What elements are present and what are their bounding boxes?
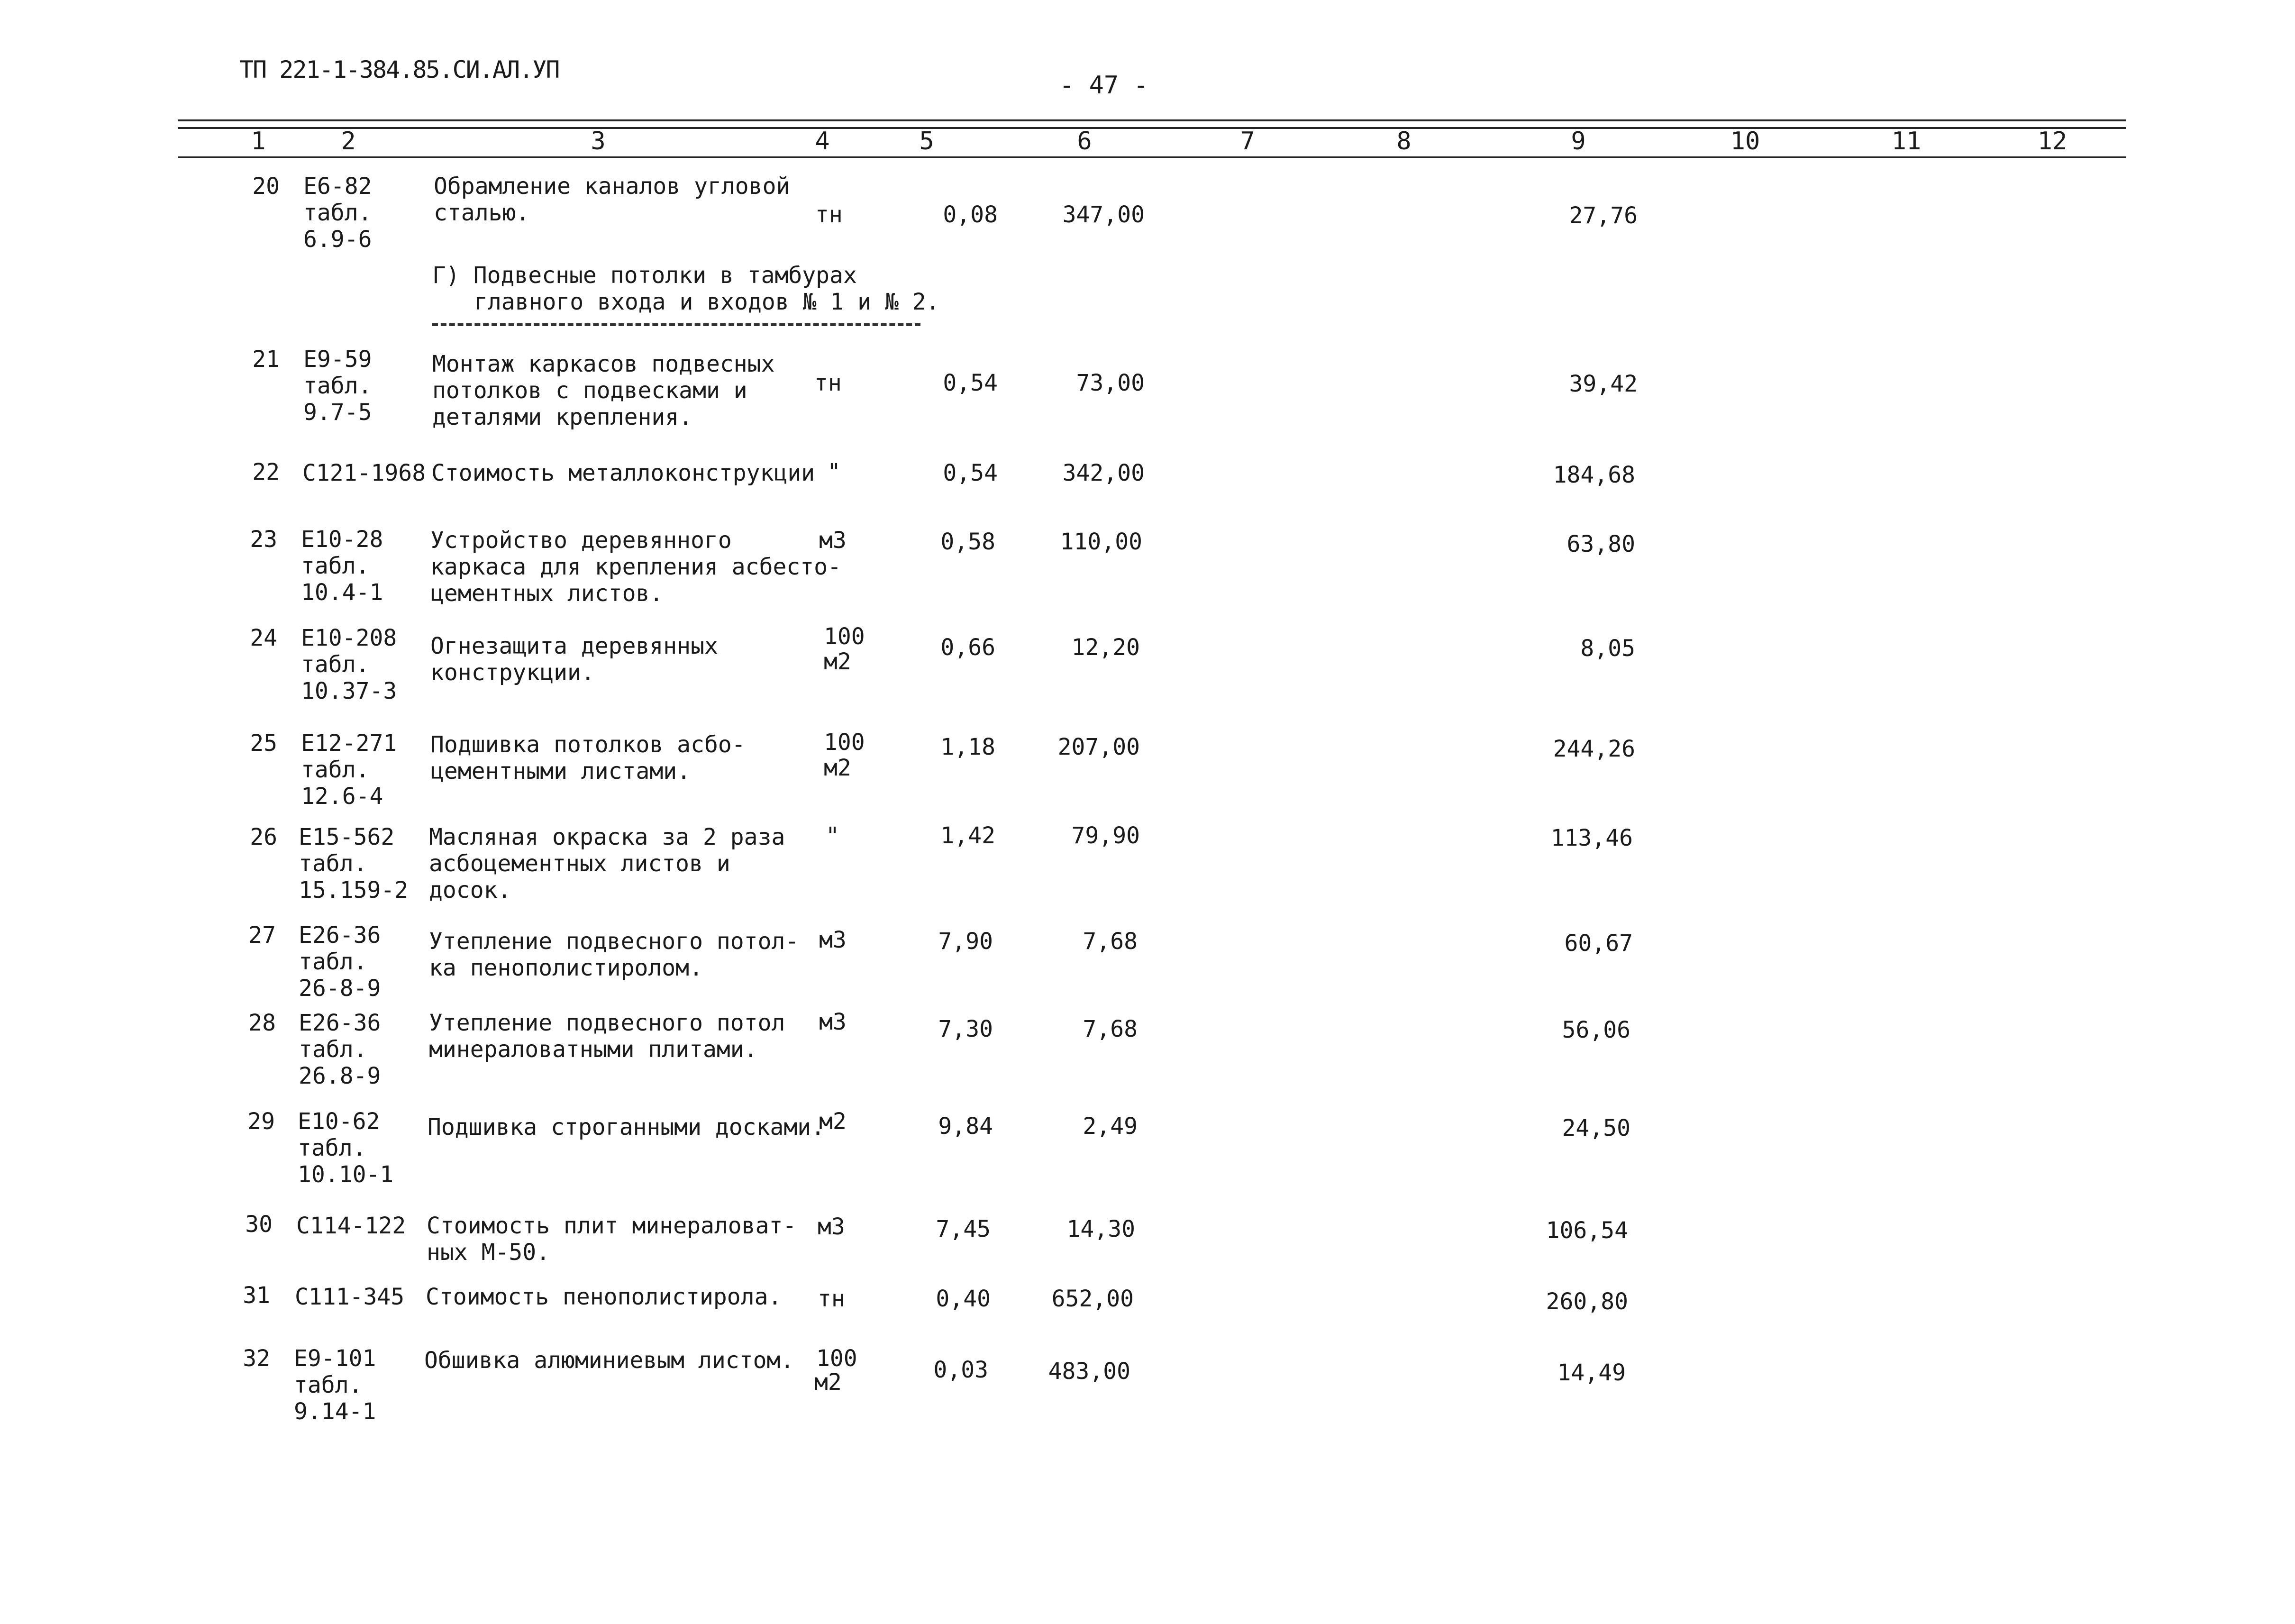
row-30-desc-1: Стоимость плит минераловат- xyxy=(427,1213,797,1239)
table-top-rule xyxy=(178,119,2126,121)
row-31-code-1: С111-345 xyxy=(295,1284,405,1310)
row-28-desc-1: Утепление подвесного потол xyxy=(429,1010,785,1036)
section-heading-2: главного входа и входов № 1 и № 2. xyxy=(474,289,940,315)
column-header-8: 8 xyxy=(1396,127,1412,155)
row-29-code-3: 10.10-1 xyxy=(298,1161,394,1188)
row-20-desc-2: сталью. xyxy=(434,200,530,226)
row-26-unit: " xyxy=(826,822,839,849)
row-25-total: 244,26 xyxy=(1553,736,1635,762)
row-29-quantity: 9,84 xyxy=(938,1113,993,1140)
row-26-number: 26 xyxy=(250,824,277,850)
column-header-11: 11 xyxy=(1891,127,1922,155)
row-27-desc-1: Утепление подвесного потол- xyxy=(429,928,799,955)
row-25-quantity: 1,18 xyxy=(940,734,995,760)
row-26-price: 79,90 xyxy=(1071,822,1140,849)
row-22-unit: " xyxy=(827,459,841,485)
row-24-code-2: табл. xyxy=(301,651,370,678)
row-22-total: 184,68 xyxy=(1553,462,1635,488)
row-20-code-3: 6.9-6 xyxy=(303,226,372,253)
row-25-unit-2: м2 xyxy=(824,755,851,781)
row-32-unit-2: м2 xyxy=(814,1369,842,1396)
row-20-desc-1: Обрамление каналов угловой xyxy=(434,173,790,200)
column-header-7: 7 xyxy=(1240,127,1255,155)
row-23-desc-3: цементных листов. xyxy=(430,580,664,607)
row-23-desc-2: каркаса для крепления асбесто- xyxy=(430,554,841,580)
row-25-price: 207,00 xyxy=(1057,734,1140,760)
row-29-total: 24,50 xyxy=(1562,1115,1630,1141)
row-29-code-2: табл. xyxy=(298,1135,366,1161)
row-25-code-2: табл. xyxy=(301,757,370,783)
document-code: ТП 221-1-384.85.СИ.АЛ.УП xyxy=(239,56,559,83)
row-31-total: 260,80 xyxy=(1546,1288,1628,1315)
row-21-code-1: Е9-59 xyxy=(303,346,372,373)
row-32-unit-1: 100 xyxy=(816,1345,857,1372)
row-23-code-3: 10.4-1 xyxy=(301,579,383,606)
row-21-desc-3: деталями крепления. xyxy=(432,404,693,430)
row-24-quantity: 0,66 xyxy=(940,634,995,661)
row-24-total: 8,05 xyxy=(1580,635,1635,662)
row-23-desc-1: Устройство деревянного xyxy=(430,527,732,554)
row-29-price: 2,49 xyxy=(1083,1113,1138,1140)
row-28-quantity: 7,30 xyxy=(938,1016,993,1042)
row-30-code-1: С114-122 xyxy=(296,1213,406,1239)
row-31-desc-1: Стоимость пенополистирола. xyxy=(426,1284,782,1310)
page-number: - 47 - xyxy=(1059,71,1148,100)
row-32-code-1: Е9-101 xyxy=(294,1345,376,1372)
row-24-code-1: Е10-208 xyxy=(301,625,397,651)
row-23-total: 63,80 xyxy=(1566,531,1635,557)
row-29-desc-1: Подшивка строганными досками. xyxy=(428,1114,825,1140)
row-27-price: 7,68 xyxy=(1083,928,1138,955)
row-22-code-1: С121-1968 xyxy=(302,460,426,486)
row-25-desc-1: Подшивка потолков асбо- xyxy=(430,731,746,758)
row-21-desc-2: потолков с подвесками и xyxy=(432,377,747,404)
row-21-price: 73,00 xyxy=(1076,370,1145,396)
row-32-quantity: 0,03 xyxy=(933,1357,988,1383)
row-27-unit: м3 xyxy=(819,927,847,953)
column-header-9: 9 xyxy=(1571,127,1586,155)
table-top-rule-inner xyxy=(178,127,2126,129)
row-25-unit-1: 100 xyxy=(824,729,865,756)
row-26-desc-1: Масляная окраска за 2 раза xyxy=(429,824,785,850)
column-header-4: 4 xyxy=(815,127,830,155)
row-32-code-2: табл. xyxy=(294,1372,363,1398)
row-24-unit-2: м2 xyxy=(824,648,851,675)
row-27-code-1: Е26-36 xyxy=(299,922,381,949)
row-24-price: 12,20 xyxy=(1071,634,1140,661)
row-28-price: 7,68 xyxy=(1083,1016,1138,1042)
row-26-total: 113,46 xyxy=(1550,825,1633,851)
row-22-quantity: 0,54 xyxy=(943,460,998,486)
column-header-10: 10 xyxy=(1730,127,1760,155)
row-23-quantity: 0,58 xyxy=(940,529,995,555)
row-30-price: 14,30 xyxy=(1066,1216,1135,1242)
row-32-desc-1: Обшивка алюминиевым листом. xyxy=(424,1347,794,1374)
row-20-price: 347,00 xyxy=(1062,201,1145,228)
row-27-code-3: 26-8-9 xyxy=(299,975,381,1002)
row-28-code-2: табл. xyxy=(299,1036,367,1063)
row-31-number: 31 xyxy=(243,1282,270,1309)
row-26-quantity: 1,42 xyxy=(940,822,995,849)
row-24-code-3: 10.37-3 xyxy=(301,678,397,704)
row-27-total: 60,67 xyxy=(1564,930,1633,957)
row-20-code-1: Е6-82 xyxy=(303,173,372,200)
row-32-total: 14,49 xyxy=(1557,1359,1626,1386)
row-21-number: 21 xyxy=(252,346,280,373)
row-25-code-1: Е12-271 xyxy=(301,730,397,757)
row-21-quantity: 0,54 xyxy=(943,370,998,396)
row-21-total: 39,42 xyxy=(1569,371,1638,397)
column-header-6: 6 xyxy=(1077,127,1092,155)
row-23-price: 110,00 xyxy=(1060,529,1142,555)
row-27-code-2: табл. xyxy=(299,949,367,975)
row-24-desc-1: Огнезащита деревянных xyxy=(430,633,718,659)
row-23-number: 23 xyxy=(250,526,277,553)
row-28-total: 56,06 xyxy=(1562,1017,1630,1043)
column-header-5: 5 xyxy=(919,127,934,155)
row-26-code-1: Е15-562 xyxy=(299,824,395,850)
row-30-total: 106,54 xyxy=(1546,1217,1628,1244)
column-header-1: 1 xyxy=(251,127,266,155)
row-32-price: 483,00 xyxy=(1048,1358,1130,1385)
row-22-desc-1: Стоимость металлоконструкции xyxy=(431,460,815,486)
row-32-code-3: 9.14-1 xyxy=(294,1398,376,1425)
row-28-desc-2: минераловатными плитами. xyxy=(429,1036,758,1063)
row-28-unit: м3 xyxy=(819,1009,847,1035)
row-24-number: 24 xyxy=(250,625,277,651)
row-23-code-1: Е10-28 xyxy=(301,526,383,553)
row-29-number: 29 xyxy=(247,1108,275,1135)
column-header-12: 12 xyxy=(2037,127,2067,155)
section-dashed-underline xyxy=(432,323,920,326)
row-27-quantity: 7,90 xyxy=(938,928,993,955)
row-25-code-3: 12.6-4 xyxy=(301,783,383,810)
row-31-price: 652,00 xyxy=(1051,1286,1134,1312)
row-21-code-3: 9.7-5 xyxy=(303,399,372,426)
row-27-number: 27 xyxy=(248,922,276,949)
row-22-price: 342,00 xyxy=(1062,460,1145,486)
row-24-desc-2: конструкции. xyxy=(430,659,595,686)
row-29-unit: м2 xyxy=(819,1108,847,1135)
row-21-unit: тн xyxy=(814,370,842,396)
row-28-code-1: Е26-36 xyxy=(299,1010,381,1036)
row-26-desc-3: досок. xyxy=(429,877,511,903)
row-25-number: 25 xyxy=(250,730,277,757)
row-24-unit-1: 100 xyxy=(824,623,865,650)
row-29-code-1: Е10-62 xyxy=(298,1108,380,1135)
row-20-total: 27,76 xyxy=(1569,202,1638,229)
row-26-desc-2: асбоцементных листов и xyxy=(429,850,730,877)
row-31-quantity: 0,40 xyxy=(936,1286,991,1312)
row-26-code-3: 15.159-2 xyxy=(299,877,409,903)
row-20-number: 20 xyxy=(252,173,280,200)
row-30-number: 30 xyxy=(245,1211,273,1238)
row-28-code-3: 26.8-9 xyxy=(299,1063,381,1089)
row-23-code-2: табл. xyxy=(301,553,370,579)
column-header-2: 2 xyxy=(341,127,356,155)
row-27-desc-2: ка пенополистиролом. xyxy=(429,955,703,981)
row-20-quantity: 0,08 xyxy=(943,201,998,228)
row-30-quantity: 7,45 xyxy=(936,1216,991,1242)
table-header-rule xyxy=(178,156,2126,158)
row-30-desc-2: ных М-50. xyxy=(427,1239,550,1266)
row-30-unit: м3 xyxy=(818,1213,845,1240)
column-header-3: 3 xyxy=(591,127,606,155)
row-28-number: 28 xyxy=(248,1010,276,1036)
row-23-unit: м3 xyxy=(819,527,847,554)
row-20-unit: тн xyxy=(815,201,843,228)
row-20-code-2: табл. xyxy=(303,200,372,226)
row-25-desc-2: цементными листами. xyxy=(430,758,691,785)
row-21-desc-1: Монтаж каркасов подвесных xyxy=(432,351,775,377)
row-32-number: 32 xyxy=(243,1345,270,1372)
row-26-code-2: табл. xyxy=(299,850,367,877)
section-heading-1: Г) Подвесные потолки в тамбурах xyxy=(432,262,857,289)
row-22-number: 22 xyxy=(252,459,280,485)
row-21-code-2: табл. xyxy=(303,373,372,399)
row-31-unit: тн xyxy=(818,1286,845,1312)
